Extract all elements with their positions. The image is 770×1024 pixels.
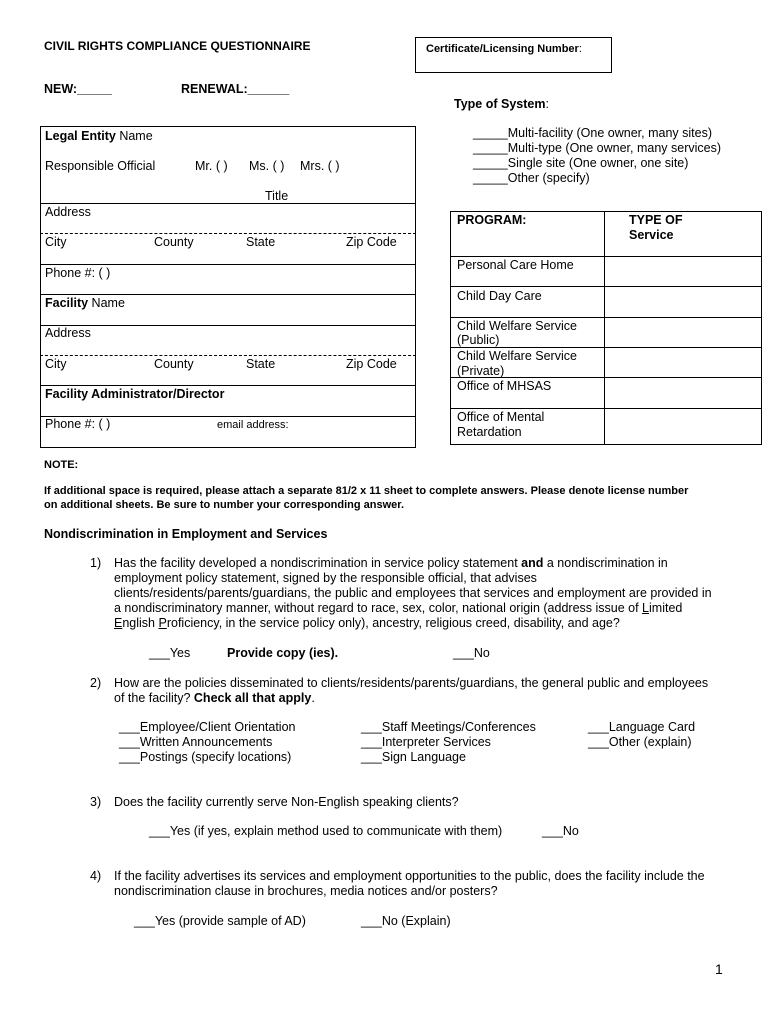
q4-no-option[interactable]: ___No (Explain): [361, 914, 451, 928]
q2-option-interpreter-services[interactable]: ___Interpreter Services: [361, 735, 491, 749]
divider: [450, 317, 762, 318]
facility-city-field[interactable]: City: [45, 357, 67, 371]
question-number: 2): [90, 676, 102, 690]
program-row-mhsas: Office of MHSAS: [457, 379, 552, 393]
note-line-1: If additional space is required, please attach a separate 81/2 x 11 sheet to complete answers. Please denote license number: [44, 485, 689, 497]
system-option-other[interactable]: _____Other (specify): [473, 171, 590, 185]
divider: [450, 408, 762, 409]
facility-name-field[interactable]: Facility Name: [45, 296, 125, 310]
section-heading: Nondiscrimination in Employment and Services: [44, 527, 328, 541]
note-label: NOTE:: [44, 459, 79, 471]
program-row-mental-retardation: Office of Mental: [457, 410, 545, 424]
question-number: 4): [90, 869, 102, 883]
q1-line-2: employment policy statement, signed by the responsible official, that advises: [114, 571, 537, 585]
q1-line-1: Has the facility developed a nondiscrimination in service policy statement and a nondiscrimination in: [114, 556, 668, 570]
divider: [40, 385, 416, 386]
q1-yes-option[interactable]: ___Yes: [149, 646, 191, 660]
email-address-field[interactable]: email address:: [217, 419, 289, 431]
q1-line-4: a nondiscriminatory manner, without regard to race, sex, color, national origin (address issue of Limited: [114, 601, 683, 615]
q1-provide-copy: Provide copy (ies).: [227, 646, 339, 660]
q2-option-other[interactable]: ___Other (explain): [588, 735, 692, 749]
system-option-multi-facility[interactable]: _____Multi-facility (One owner, many sites): [473, 126, 712, 140]
facility-state-field[interactable]: State: [246, 357, 276, 371]
type-of-system-label: Type of System:: [454, 97, 549, 111]
state-field[interactable]: State: [246, 235, 276, 249]
program-row-cws-private: Child Welfare Service: [457, 349, 577, 363]
facility-administrator-field[interactable]: Facility Administrator/Director: [45, 387, 225, 401]
question-number: 3): [90, 795, 102, 809]
mrs-checkbox[interactable]: Mrs. ( ): [300, 159, 340, 173]
q4-line-2: nondiscrimination clause in brochures, media notices and/or posters?: [114, 884, 498, 898]
divider: [450, 286, 762, 287]
q2-option-staff-meetings[interactable]: ___Staff Meetings/Conferences: [361, 720, 536, 734]
renewal-field[interactable]: RENEWAL:______: [181, 82, 290, 96]
program-row-cws-private-2: (Private): [457, 364, 505, 378]
program-row-personal-care: Personal Care Home: [457, 258, 574, 272]
program-row-cws-public-2: (Public): [457, 333, 500, 347]
ms-checkbox[interactable]: Ms. ( ): [249, 159, 285, 173]
q2-option-written-announcements[interactable]: ___Written Announcements: [119, 735, 273, 749]
facility-address-field[interactable]: Address: [45, 326, 91, 340]
q1-line-5: English Proficiency, in the service policy only), ancestry, religious creed, disability, and age?: [114, 616, 620, 630]
question-number: 1): [90, 556, 102, 570]
divider: [40, 325, 416, 326]
responsible-official-label: Responsible Official: [45, 159, 156, 173]
divider: [450, 347, 762, 348]
legal-entity-name-field[interactable]: Legal Entity Name: [45, 129, 153, 143]
divider: [40, 233, 416, 234]
q3-yes-option[interactable]: ___Yes (if yes, explain method used to communicate with them): [149, 824, 503, 838]
system-option-multi-type[interactable]: _____Multi-type (One owner, many services): [473, 141, 722, 155]
facility-county-field[interactable]: County: [154, 357, 194, 371]
title-field[interactable]: Title: [265, 189, 289, 203]
divider: [450, 256, 762, 257]
program-row-child-day-care: Child Day Care: [457, 289, 542, 303]
q3-no-option[interactable]: ___No: [542, 824, 579, 838]
new-field[interactable]: NEW:_____: [44, 82, 112, 96]
type-of-service-header-2: Service: [629, 228, 674, 242]
q2-option-sign-language[interactable]: ___Sign Language: [361, 750, 466, 764]
divider: [40, 203, 416, 204]
system-option-single-site[interactable]: _____Single site (One owner, one site): [473, 156, 689, 170]
q2-line-1: How are the policies disseminated to clients/residents/parents/guardians, the general public and employees: [114, 676, 709, 690]
facility-phone-field[interactable]: Phone #: ( ): [45, 417, 111, 431]
mr-checkbox[interactable]: Mr. ( ): [195, 159, 228, 173]
county-field[interactable]: County: [154, 235, 194, 249]
q2-option-language-card[interactable]: ___Language Card: [588, 720, 696, 734]
q1-line-3: clients/residents/parents/guardians, the public and employees that services and employment are provided in: [114, 586, 712, 600]
page-number: 1: [715, 961, 723, 977]
type-of-service-header-1: TYPE OF: [629, 213, 683, 227]
q3-text: Does the facility currently serve Non-English speaking clients?: [114, 795, 459, 809]
document-title: CIVIL RIGHTS COMPLIANCE QUESTIONNAIRE: [44, 39, 311, 53]
facility-zip-code-field[interactable]: Zip Code: [346, 357, 397, 371]
certificate-label: Certificate/Licensing Number:: [426, 43, 582, 55]
city-field[interactable]: City: [45, 235, 67, 249]
note-line-2: on additional sheets. Be sure to number your corresponding answer.: [44, 499, 405, 511]
program-row-cws-public: Child Welfare Service: [457, 319, 577, 333]
divider: [40, 264, 416, 265]
q1-no-option[interactable]: ___No: [453, 646, 490, 660]
phone-field[interactable]: Phone #: ( ): [45, 266, 111, 280]
program-header: PROGRAM:: [457, 213, 527, 227]
q4-yes-option[interactable]: ___Yes (provide sample of AD): [134, 914, 306, 928]
q4-line-1: If the facility advertises its services and employment opportunities to the public, does the facility include the: [114, 869, 705, 883]
q2-option-employee-orientation[interactable]: ___Employee/Client Orientation: [119, 720, 296, 734]
address-field[interactable]: Address: [45, 205, 91, 219]
zip-code-field[interactable]: Zip Code: [346, 235, 397, 249]
q2-line-2: of the facility? Check all that apply.: [114, 691, 315, 705]
program-row-mental-retardation-2: Retardation: [457, 425, 522, 439]
q2-option-postings[interactable]: ___Postings (specify locations): [119, 750, 292, 764]
divider: [40, 355, 416, 356]
divider: [40, 294, 416, 295]
column-divider: [604, 211, 605, 445]
